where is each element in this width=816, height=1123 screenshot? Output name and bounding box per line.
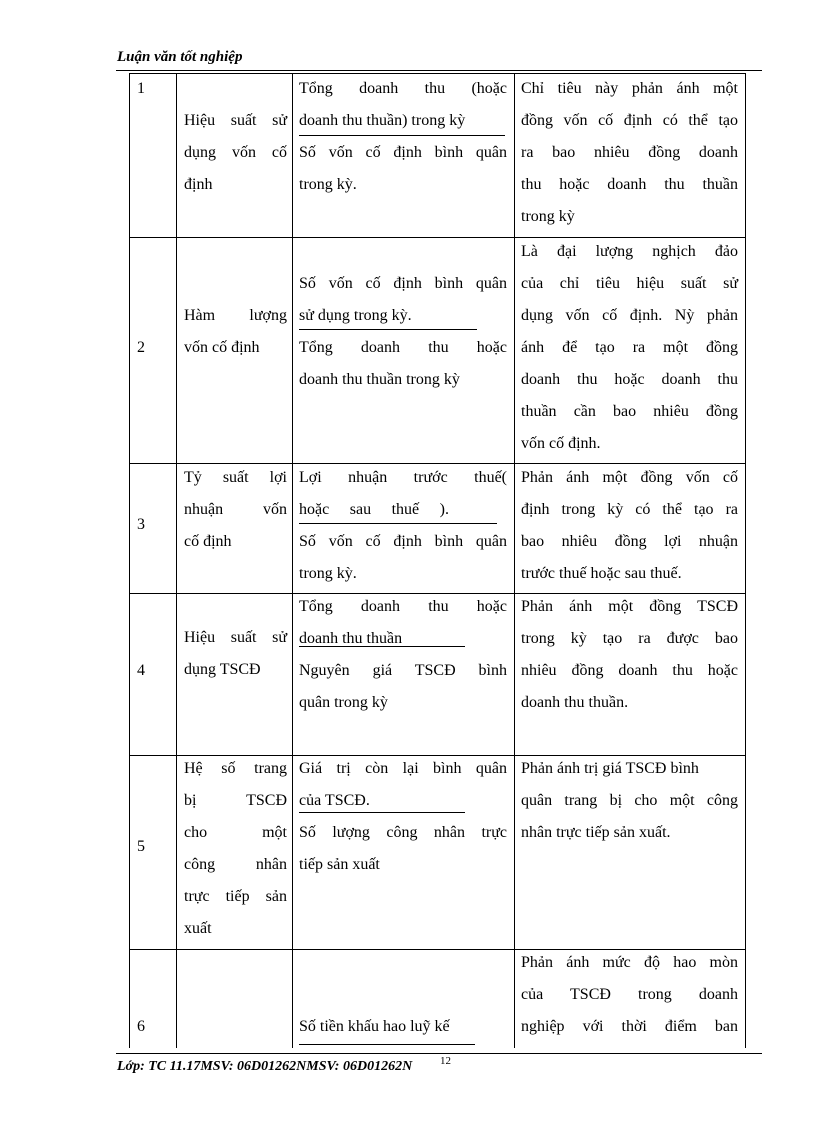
formula-line: Tổng doanh thu (hoặc [299,80,507,97]
indicator-name-line: Tỷ suất lợi [184,469,287,486]
indicator-meaning [521,73,738,233]
indicator-name-line: Hàm lượng [184,307,287,324]
formula-line: Số vốn cố định bình quân [299,275,507,292]
meaning-line: nghiệp với thời điểm ban [521,1018,738,1035]
meaning-line: của TSCĐ trong doanh [521,986,738,1003]
formula-line: hoặc sau thuế ). [299,501,449,518]
indicator-name [184,300,287,364]
indicator-name-line: công nhân [184,856,287,873]
table-column-divider [292,73,293,1048]
indicator-name-line: bị TSCĐ [184,792,287,809]
meaning-line: dụng vốn cố định. Nỳ phản [521,307,738,324]
indicator-name [184,622,287,686]
formula-denominator [299,526,507,590]
formula-line: sử dụng trong kỳ. [299,307,412,324]
meaning-line: Chỉ tiêu này phản ánh một [521,80,738,97]
formula-line: Tổng doanh thu hoặc [299,598,507,615]
header-title: Luận văn tốt nghiệp [117,49,243,65]
indicator-meaning [521,462,738,590]
meaning-line: trong kỳ tạo ra được bao [521,630,738,647]
row-number: 1 [137,80,145,97]
indicator-meaning [521,753,738,849]
meaning-line: ánh để tạo ra một đồng [521,339,738,356]
formula-line: trong kỳ. [299,176,357,193]
meaning-line: Phản ánh trị giá TSCĐ bình [521,760,699,777]
meaning-line: doanh thu thuần. [521,694,629,711]
table-column-divider [176,73,177,1048]
indicator-name-line: trực tiếp sản [184,888,287,905]
fraction-bar [299,329,477,330]
formula-numerator [299,73,507,137]
meaning-line: Là đại lượng nghịch đảo [521,243,738,260]
meaning-line: trước thuế hoặc sau thuế. [521,565,682,582]
formula-numerator [299,753,507,817]
formula-line: Số lượng công nhân trực [299,824,507,841]
meaning-line: quân trang bị cho một công [521,792,738,809]
indicator-name-line: nhuận vốn [184,501,287,518]
indicator-name-line: dụng TSCĐ [184,661,261,678]
meaning-line: Phản ánh một đồng vốn cố [521,469,738,486]
meaning-line: doanh thu hoặc doanh thu [521,371,738,388]
meaning-line: Phản ánh một đồng TSCĐ [521,598,738,615]
indicator-name-line: cố định [184,533,232,550]
formula-line: doanh thu thuần trong kỳ [299,371,460,388]
fraction-bar [299,135,505,136]
table-border-left [129,73,130,1048]
footer-class-info: Lớp: TC 11.17MSV: 06D01262NMSV: 06D01262N [117,1059,413,1074]
row-number: 2 [137,339,145,356]
formula-denominator [299,655,507,719]
meaning-line: Phản ánh mức độ hao mòn [521,954,738,971]
indicator-name-line: Hệ số trang [184,760,287,777]
fraction-bar [299,812,465,813]
indicator-name-line: Hiệu suất sử [184,629,287,646]
formula-numerator [299,462,507,526]
meaning-line: trong kỳ [521,208,575,225]
formula-line: Tổng doanh thu hoặc [299,339,507,356]
formula-line: Giá trị còn lại bình quân [299,760,507,777]
formula-line: Số vốn cố định bình quân [299,144,507,161]
indicator-name-line: cho một [184,824,287,841]
formula-line: quân trong kỳ [299,694,388,711]
page-number: 12 [440,1055,451,1067]
table-column-divider [514,73,515,1048]
indicator-name [184,105,287,201]
indicator-meaning [521,591,738,719]
fraction-bar [299,523,497,524]
formula-denominator [299,817,507,881]
formula-numerator [299,268,507,332]
meaning-line: đồng vốn cố định có thể tạo [521,112,738,129]
indicator-name-line: xuất [184,920,212,937]
indicator-meaning [521,236,738,460]
row-number: 6 [137,1018,145,1035]
formula-numerator: Số tiền khấu hao luỹ kế [299,1018,450,1035]
indicator-name [184,462,287,558]
header-divider [116,70,762,71]
row-number: 3 [137,516,145,533]
formula-denominator [299,332,507,396]
formula-line: Lợi nhuận trước thuế( [299,469,507,486]
meaning-line: bao nhiêu đồng lợi nhuận [521,533,738,550]
meaning-line: thu hoặc doanh thu thuần [521,176,738,193]
meaning-line: định trong kỳ có thể tạo ra [521,501,738,518]
meaning-line: thuần cần bao nhiêu đồng [521,403,738,420]
formula-line: của TSCĐ. [299,792,370,809]
formula-line: doanh thu thuần [299,630,403,647]
meaning-line: nhân trực tiếp sản xuất. [521,824,671,841]
indicator-name-line: vốn cố định [184,339,260,356]
meaning-line: nhiêu đồng doanh thu hoặc [521,662,738,679]
formula-line: trong kỳ. [299,565,357,582]
indicator-table [129,73,746,1048]
fraction-bar [299,1044,475,1045]
meaning-line: ra bao nhiêu đồng doanh [521,144,738,161]
formula-denominator [299,137,507,201]
indicator-name-line: dụng vốn cố [184,144,287,161]
fraction-bar [299,646,465,647]
indicator-name [184,753,287,945]
meaning-line: của chỉ tiêu hiệu suất sử [521,275,738,292]
table-border-right [745,73,746,1048]
formula-line: Số vốn cố định bình quân [299,533,507,550]
row-number: 4 [137,662,145,679]
indicator-name-line: Hiệu suất sử [184,112,287,129]
footer-divider [116,1053,762,1054]
meaning-line: vốn cố định. [521,435,601,452]
formula-line: Nguyên giá TSCĐ bình [299,662,507,679]
formula-line: doanh thu thuần) trong kỳ [299,112,466,129]
formula-line: tiếp sản xuất [299,856,380,873]
row-number: 5 [137,838,145,855]
indicator-meaning [521,947,738,1043]
indicator-name-line: định [184,176,213,193]
